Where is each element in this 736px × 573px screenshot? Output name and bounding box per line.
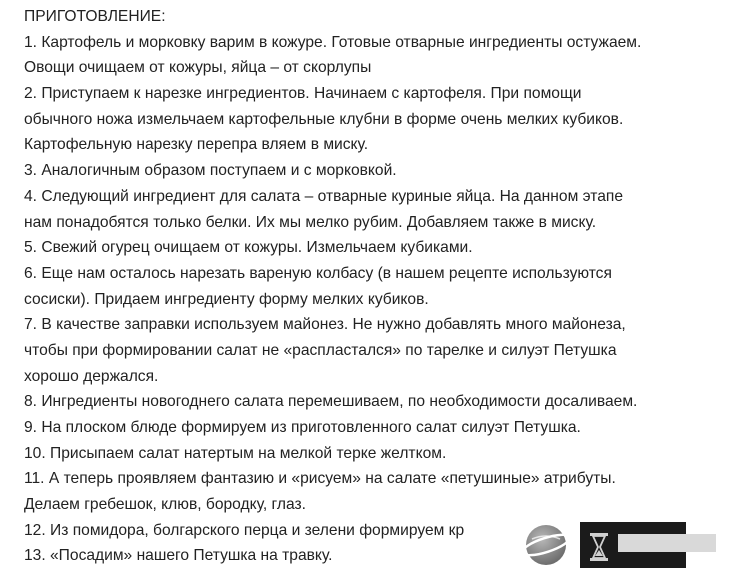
step-line: 4. Следующий ингредиент для салата – отварные куриные яйца. На данном этапе	[24, 187, 623, 205]
loading-overlay	[516, 520, 726, 570]
step-line: 7. В качестве заправки используем майонез. Не нужно добавлять много майонеза,	[24, 316, 626, 334]
step-line: Овощи очищаем от кожуры, яйца – от скорлупы	[24, 59, 372, 77]
step-line: 3. Аналогичным образом поступаем и с морковкой.	[24, 162, 397, 180]
step-line: 13. «Посадим» нашего Петушка на травку.	[24, 547, 333, 565]
step-line: Картофельную нарезку перепра вляем в миску.	[24, 136, 369, 154]
step-line: хорошо держался.	[24, 367, 159, 385]
step-line: Делаем гребешок, клюв, бородку, глаз.	[24, 496, 306, 514]
step-line: чтобы при формировании салат не «распластался» по тарелке и силуэт Петушка	[24, 341, 617, 359]
step-line: 5. Свежий огурец очищаем от кожуры. Измельчаем кубиками.	[24, 239, 473, 257]
step-line: 6. Еще нам осталось нарезать вареную колбасу (в нашем рецепте используются	[24, 264, 612, 282]
step-line: сосиски). Придаем ингредиенту форму мелких кубиков.	[24, 290, 429, 308]
step-line: 12. Из помидора, болгарского перца и зелени формируем кр	[24, 521, 465, 539]
step-line: нам понадобятся только белки. Их мы мелко рубим. Добавляем также в миску.	[24, 213, 597, 231]
progress-bar	[618, 534, 716, 552]
step-line: 8. Ингредиенты новогоднего салата перемешиваем, по необходимости досаливаем.	[24, 393, 638, 411]
step-line: 10. Присыпаем салат натертым на мелкой терке желтком.	[24, 444, 447, 462]
hourglass-icon	[588, 532, 610, 562]
step-line: 2. Приступаем к нарезке ингредиентов. Начинаем с картофеля. При помощи	[24, 85, 582, 103]
globe-icon	[520, 522, 572, 568]
step-line: 11. А теперь проявляем фантазию и «рисуем» на салате «петушиные» атрибуты.	[24, 470, 616, 488]
step-line: обычного ножа измельчаем картофельные клубни в форме очень мелких кубиков.	[24, 110, 624, 128]
section-heading: ПРИГОТОВЛЕНИЕ:	[24, 8, 166, 25]
step-line: 9. На плоском блюде формируем из приготовленного салат силуэт Петушка.	[24, 419, 581, 436]
recipe-instructions	[24, 4, 724, 569]
step-line: 1. Картофель и морковку варим в кожуре. Готовые отварные ингредиенты остужаем.	[24, 33, 642, 51]
